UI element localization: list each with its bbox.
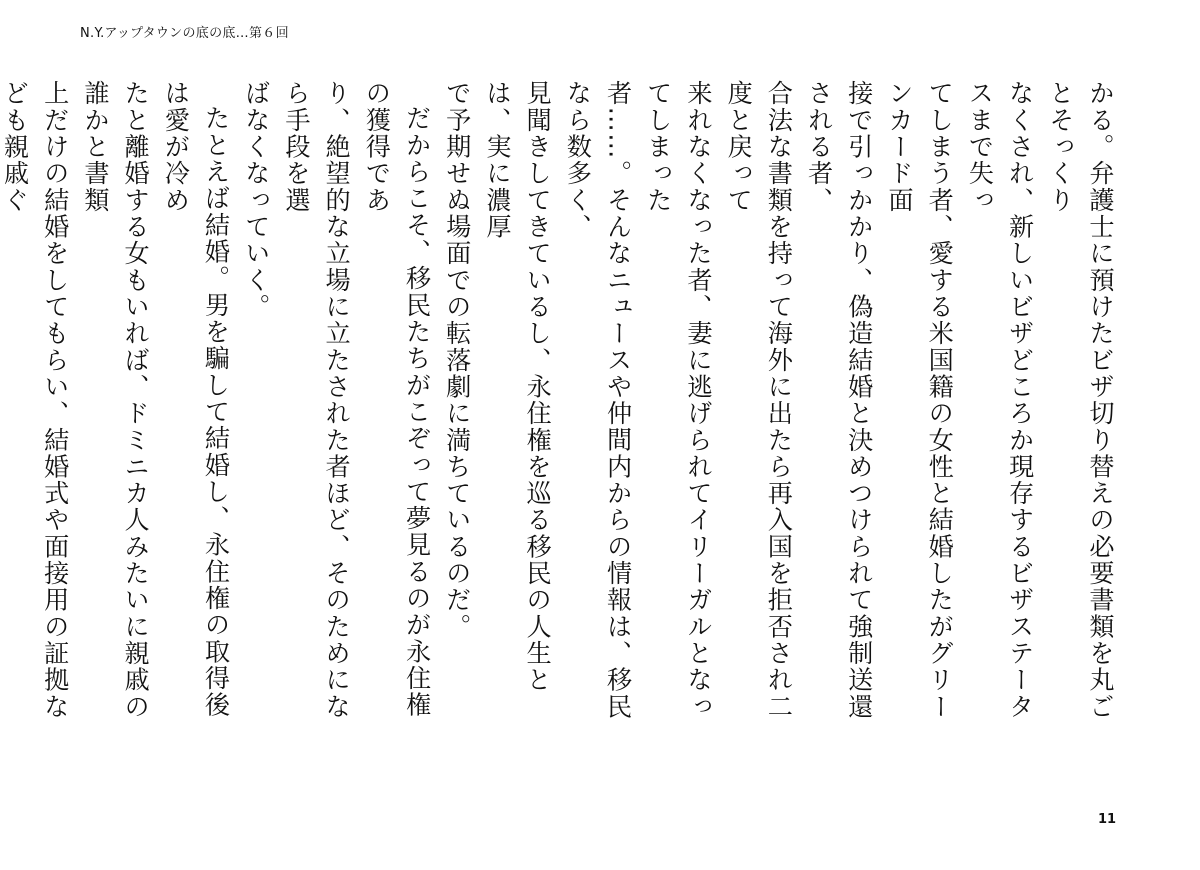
page-number: 11 bbox=[1098, 812, 1117, 827]
vertical-text-body bbox=[0, 80, 1120, 720]
paragraph-1: かる。弁護士に預けたビザ切り替えの必要書類を丸ごとそっくり なくされ、新しいビザどころか現存するビザステータスまで失っ てしまう者、愛する米国籍の女性と結婚したがグリーンカード面 接で引っかかり、偽造結婚と決めつけられて強制送還される者、 合法な書類を持って海外に出たら再入国を拒否され二度と戻って 来れなくなった者、妻に逃げられてイリーガルとなってしまった 者……。そんなニュースや仲間内からの情報は、移民なら数多く、 見聞きしてきているし、永住権を巡る移民の人生とは、実に濃厚 で予期せぬ場面での転落劇に満ちているのだ。 bbox=[442, 80, 1115, 720]
paragraph-3: たとえば結婚。男を騙して結婚し、永住権の取得後は愛が冷め たと離婚する女もいれば、ドミニカ人みたいに親戚の誰かと書類 上だけの結婚をしてもらい、結婚式や面接用の証拠なども親戚ぐ bbox=[0, 80, 231, 720]
running-header: N.Y.アップタウンの底の底…第６回 bbox=[80, 26, 289, 41]
paragraph-2: だからこそ、移民たちがこぞって夢見るのが永住権の獲得であ り、絶望的な立場に立たされた者ほど、そのためになら手段を選 ばなくなっていく。 bbox=[241, 80, 432, 720]
